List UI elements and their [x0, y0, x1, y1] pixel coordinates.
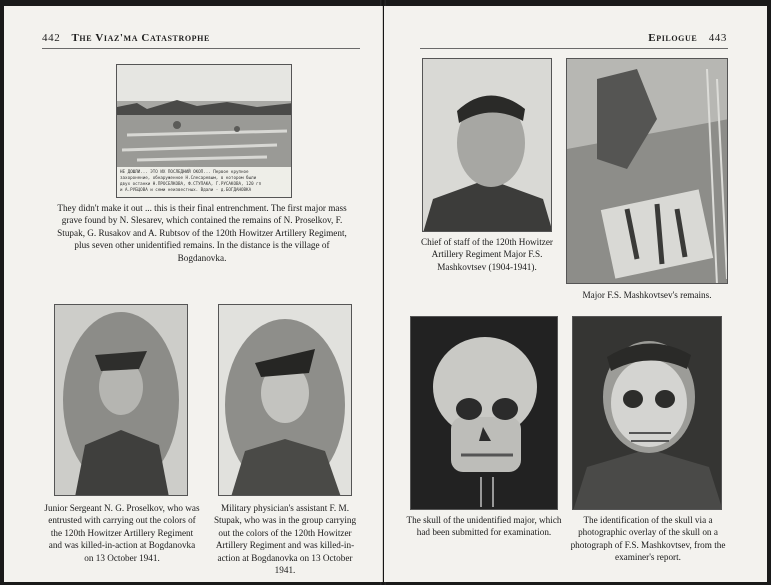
mashkovtsev-caption: Chief of staff of the 120th Howitzer Artillery Regiment Major F.S. Mashkovtsev (1904-1941).	[421, 237, 553, 272]
left-running-head-title: The Viaz'ma Catastrophe	[71, 32, 210, 44]
right-page	[384, 6, 767, 582]
right-running-head-title: Epilogue	[648, 32, 698, 44]
excavation-image	[567, 59, 728, 284]
mass-grave-photo	[116, 64, 292, 198]
mashkovtsev-portrait	[422, 58, 552, 232]
remains-photo	[566, 58, 728, 284]
portrait-image	[55, 305, 188, 496]
mass-grave-caption: They didn't make it out ... this is their final entrenchment. The first major mass grave found by N. Slesarev, which contained the remains of N. Proselkov, F. Stupak, G. Rusakov and A. Rubtsov of the 120th Howitzer Artillery Regiment, plus seven other unidentified remains. In the distance is the village of Bogdanovka.	[57, 203, 347, 263]
stamp-line: захоронение, обнаруженное Н.Слесаревым, в котором были	[120, 175, 257, 180]
proselkov-portrait	[54, 304, 188, 496]
portrait-image	[423, 59, 552, 232]
photo-stamp-text	[117, 167, 291, 197]
skull-caption: The skull of the unidentified major, which had been submitted for examination.	[406, 515, 562, 538]
overlay-caption: The identification of the skull via a photographic overlay of the skull on a photograph of F.S. Mashkovtsev, from the examiner's report.	[570, 515, 726, 563]
remains-caption: Major F.S. Mashkovtsev's remains.	[582, 290, 712, 300]
stupak-portrait	[218, 304, 352, 496]
left-header-rule	[42, 48, 360, 49]
right-running-head	[648, 32, 727, 44]
stamp-line: НЕ ДОШЛИ... ЭТО ИХ ПОСЛЕДНИЙ ОКОП... Первое крупное	[120, 169, 249, 174]
proselkov-caption: Junior Sergeant N. G. Proselkov, who was entrusted with carrying out the colors of the 120th Howitzer Artillery Regiment and was killed-in-action at Bogdanovka on 13 October 1941.	[44, 503, 200, 563]
stamp-line: и А.РУБЦОВА и семи неизвестных. Вдали - д.БОГДАНОВКА	[120, 187, 252, 192]
overlay-photo	[572, 316, 722, 510]
left-page-number: 442	[42, 32, 61, 44]
left-running-head	[42, 32, 210, 44]
skull-image	[411, 317, 558, 510]
portrait-image	[219, 305, 352, 496]
left-page	[4, 6, 383, 582]
stamp-line: двух останки Н.ПРОСЕЛКОВА, Ф.СТУПАКА, Г.РУСАКОВА, 120 гп	[120, 181, 262, 186]
stupak-caption: Military physician's assistant F. M. Stupak, who was in the group carrying out the colors of the 120th Howitzer Artillery Regiment and was killed-in-action at Bogdanovka on 13 October 1941.	[213, 503, 357, 576]
overlay-image	[573, 317, 722, 510]
skull-photo	[410, 316, 558, 510]
right-header-rule	[420, 48, 728, 49]
right-page-number: 443	[708, 32, 727, 44]
